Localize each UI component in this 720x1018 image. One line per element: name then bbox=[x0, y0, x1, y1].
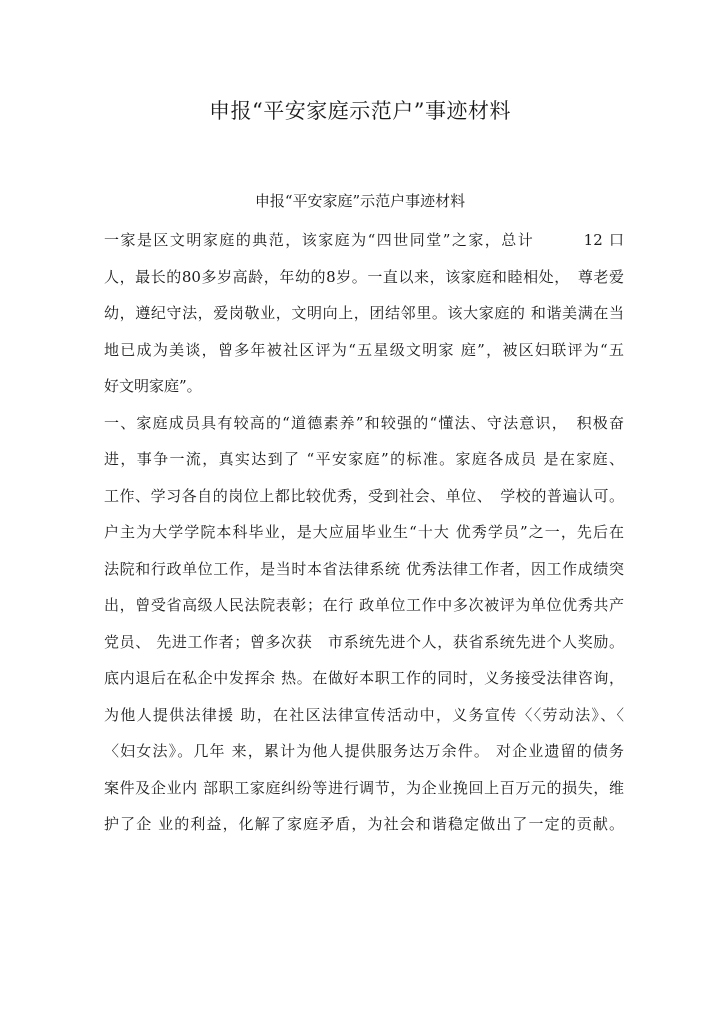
paragraph-line: 一家是区文明家庭的典范，该家庭为“四世同堂”之家，总计 12 口 bbox=[104, 231, 624, 249]
paragraph-line: 〈妇女法》。几年 来，累计为他人提供服务达万余件。 对企业遗留的债务 bbox=[104, 742, 624, 760]
paragraph-line: 党员、 先进工作者；曾多次获 市系统先进个人，获省系统先进个人奖励。 bbox=[104, 632, 624, 651]
paragraph-line: 幼，遵纪守法，爱岗敬业，文明向上，团结邻里。该大家庭的 和谐美满在当 bbox=[104, 304, 624, 322]
paragraph-line: 户主为大学学院本科毕业，是大应届毕业生“十大 优秀学员”之一，先后在 bbox=[104, 523, 624, 541]
document-body bbox=[104, 226, 624, 847]
paragraph-line: 案件及企业内 部职工家庭纠纷等进行调节，为企业挽回上百万元的损失，维 bbox=[104, 778, 624, 797]
paragraph-line: 工作、学习各自的岗位上都比较优秀，受到社会、单位、 学校的普遍认可。 bbox=[104, 486, 624, 505]
paragraph-line: 法院和行政单位工作，是当时本省法律系统 优秀法律工作者，因工作成绩突 bbox=[104, 559, 624, 578]
paragraph-line: 一、家庭成员具有较高的“道德素养”和较强的“懂法、守法意识， 积极奋 bbox=[104, 413, 624, 432]
paragraph-line: 地已成为美谈，曾多年被社区评为“五星级文明家 庭”，被区妇联评为“五 bbox=[104, 340, 624, 359]
paragraph-line: 进，事争一流，真实达到了 “平安家庭”的标准。家庭各成员 是在家庭、 bbox=[104, 450, 624, 468]
document-title: 申报“平安家庭示范户”事迹材料 bbox=[209, 99, 511, 123]
paragraph-line: 为他人提供法律援 助，在社区法律宣传活动中，义务宣传〈〈劳动法》、〈 bbox=[104, 705, 624, 724]
paragraph-line: 底内退后在私企中发挥余 热。在做好本职工作的同时，义务接受法律咨询， bbox=[104, 669, 624, 687]
paragraph-line: 出，曾受省高级人民法院表彰；在行 政单位工作中多次被评为单位优秀共产 bbox=[104, 596, 624, 614]
document-subtitle: 申报“平安家庭”示范户事迹材料 bbox=[254, 192, 466, 210]
paragraph-line: 护了企 业的利益，化解了家庭矛盾，为社会和谐稳定做出了一定的贡献。 bbox=[104, 815, 624, 833]
paragraph-line: 好文明家庭”。 bbox=[104, 377, 202, 395]
paragraph-line: 人，最长的80多岁高龄，年幼的8岁。一直以来，该家庭和睦相处， 尊老爱 bbox=[104, 267, 624, 286]
